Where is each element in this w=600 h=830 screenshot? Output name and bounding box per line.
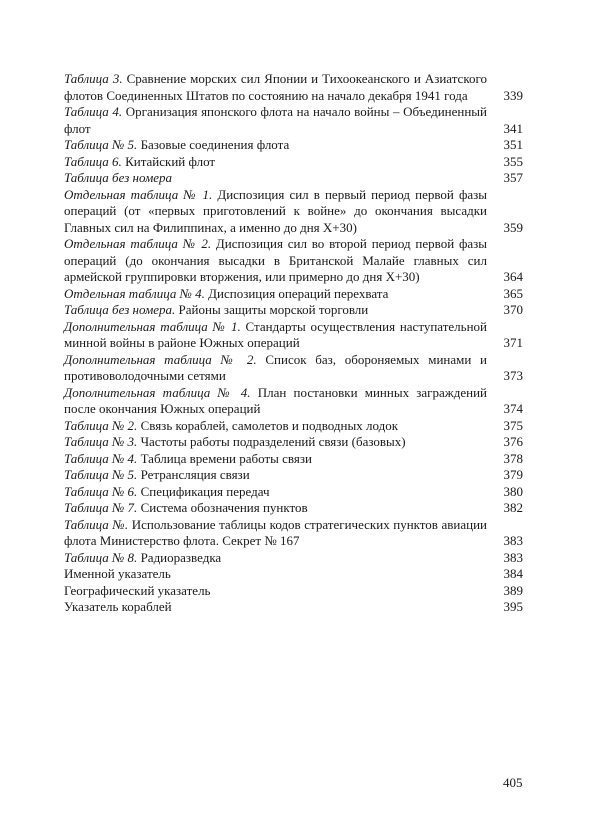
toc-entry-label: Дополнительная таблица № 2.	[64, 351, 257, 367]
toc-entry-page: 395	[503, 599, 523, 614]
toc-entry-label: Таблица № 2.	[64, 417, 138, 433]
toc-entry-page: 374	[503, 401, 523, 416]
toc-entry-label: Таблица 3.	[64, 71, 123, 86]
toc-entry-label: Таблица 4.	[64, 104, 123, 119]
toc-entry-label: Дополнительная таблица № 4.	[64, 384, 251, 400]
toc-entry-page: 373	[503, 368, 523, 383]
toc-entry	[64, 236, 523, 286]
toc-entry	[64, 599, 523, 616]
toc-entry	[64, 467, 523, 484]
toc-entry-text: Спецификация передач	[140, 483, 270, 499]
toc-entry-label: Дополнительная таблица № 1.	[64, 318, 241, 334]
toc-entry	[64, 286, 523, 303]
toc-entry-text: Таблица времени работы связи	[140, 450, 312, 466]
toc-entry-text: Частоты работы подразделений связи (базовых)	[140, 434, 406, 449]
toc-entry-label: Отдельная таблица № 4.	[64, 285, 205, 301]
toc-entry-text: План постановки минных заграждений после окончания Южных операций	[64, 384, 488, 416]
toc-entry	[64, 583, 523, 600]
toc-entry-label: Таблица без номера.	[64, 302, 176, 317]
toc-entry-page: 375	[503, 417, 523, 433]
toc-entry-page: 379	[503, 467, 523, 482]
toc-entry-label: Отдельная таблица № 1.	[64, 186, 213, 202]
toc-entry-page: 341	[503, 120, 523, 136]
toc-entry	[64, 517, 523, 550]
toc-entry	[64, 137, 523, 154]
toc-entry	[64, 484, 523, 501]
toc-entry	[64, 550, 523, 567]
toc-entry	[64, 500, 523, 517]
table-of-contents	[64, 71, 523, 616]
toc-entry-page: 351	[503, 137, 523, 152]
toc-entry-page: 371	[503, 335, 523, 350]
toc-entry-text: Система обозначения пунктов	[140, 500, 308, 515]
toc-entry-label: Таблица № 5.	[64, 467, 138, 482]
toc-entry-text: Районы защиты морской торговли	[178, 302, 369, 317]
toc-entry	[64, 434, 523, 451]
toc-entry-label: Таблица № 6.	[64, 483, 138, 499]
toc-entry-page: 359	[503, 219, 523, 235]
toc-entry	[64, 385, 523, 418]
toc-entry-page: 365	[503, 285, 523, 301]
toc-entry-label: Отдельная таблица № 2.	[64, 236, 212, 251]
toc-entry	[64, 352, 523, 385]
toc-entry-text: Список баз, обороняемых минами и противоволодочными сетями	[64, 351, 488, 383]
toc-entry-page: 384	[503, 566, 523, 581]
toc-entry	[64, 566, 523, 583]
toc-entry-label: Таблица без номера	[64, 170, 173, 185]
toc-entry-text: Диспозиция сил во второй период первой фазы операций (до окончания высадки в Британской Малайе главных сил армейской группировки вторжения, или примерно до дня Х+30)	[64, 236, 488, 284]
toc-entry-text: Диспозиция сил в первый период первой фазы операций (от «первых приготовлений к войне» до окончания высадки Главных сил на Филиппинах, а именно до дня Х+30)	[64, 186, 488, 235]
toc-entry-page: 383	[503, 533, 523, 548]
toc-entry-page: 376	[503, 434, 523, 449]
toc-entry-page: 383	[503, 549, 523, 565]
toc-entry-page: 357	[503, 170, 523, 185]
toc-entry-page: 339	[503, 87, 523, 103]
toc-entry	[64, 71, 523, 104]
toc-entry	[64, 187, 523, 237]
toc-entry-page: 370	[503, 302, 523, 317]
toc-entry-text: Сравнение морских сил Японии и Тихоокеанского и Азиатского флотов Соединенных Штатов по состоянию на начало декабря 1941 года	[64, 71, 487, 103]
toc-entry-label: Таблица № 8.	[64, 549, 138, 565]
toc-entry-page: 355	[503, 153, 523, 169]
toc-entry-label: Таблица № 3.	[64, 434, 138, 449]
toc-entry-page: 364	[503, 269, 523, 284]
toc-entry-text: Диспозиция операций перехвата	[208, 285, 389, 301]
toc-entry-page: 382	[503, 500, 523, 515]
toc-entry-label: Таблица № 5.	[64, 137, 138, 152]
toc-entry-text: Стандарты осуществления наступательной минной войны в районе Южных операций	[64, 318, 488, 350]
toc-entry-text: Ретрансляция связи	[140, 467, 250, 482]
toc-entry-page: 389	[503, 582, 523, 598]
page-number: 405	[503, 775, 523, 790]
toc-entry	[64, 170, 523, 187]
toc-entry-text: Базовые соединения флота	[140, 137, 290, 152]
toc-entry-text: Организация японского флота на начало войны – Объединенный флот	[64, 104, 487, 136]
toc-entry-text: Указатель кораблей	[64, 599, 172, 614]
toc-entry-text: Именной указатель	[64, 566, 171, 581]
toc-entry-text: Радиоразведка	[140, 549, 222, 565]
toc-entry-text: Географический указатель	[64, 582, 211, 598]
toc-entry	[64, 302, 523, 319]
toc-entry	[64, 154, 523, 171]
toc-entry-text: Китайский флот	[125, 153, 216, 169]
toc-entry-label: Таблица 6.	[64, 153, 122, 169]
toc-entry	[64, 319, 523, 352]
toc-entry	[64, 451, 523, 468]
toc-entry-page: 380	[503, 483, 523, 499]
toc-entry-text: Связь кораблей, самолетов и подводных лодок	[140, 417, 399, 433]
toc-entry-text: Использование таблицы кодов стратегических пунктов авиации флота Министерство флота. Секрет № 167	[64, 516, 487, 548]
toc-entry-label: Таблица № 4.	[64, 450, 138, 466]
toc-entry-label: Таблица №.	[64, 516, 129, 532]
toc-entry-label: Таблица № 7.	[64, 500, 138, 515]
toc-entry-page: 378	[503, 450, 523, 466]
toc-entry	[64, 104, 523, 137]
toc-entry	[64, 418, 523, 435]
